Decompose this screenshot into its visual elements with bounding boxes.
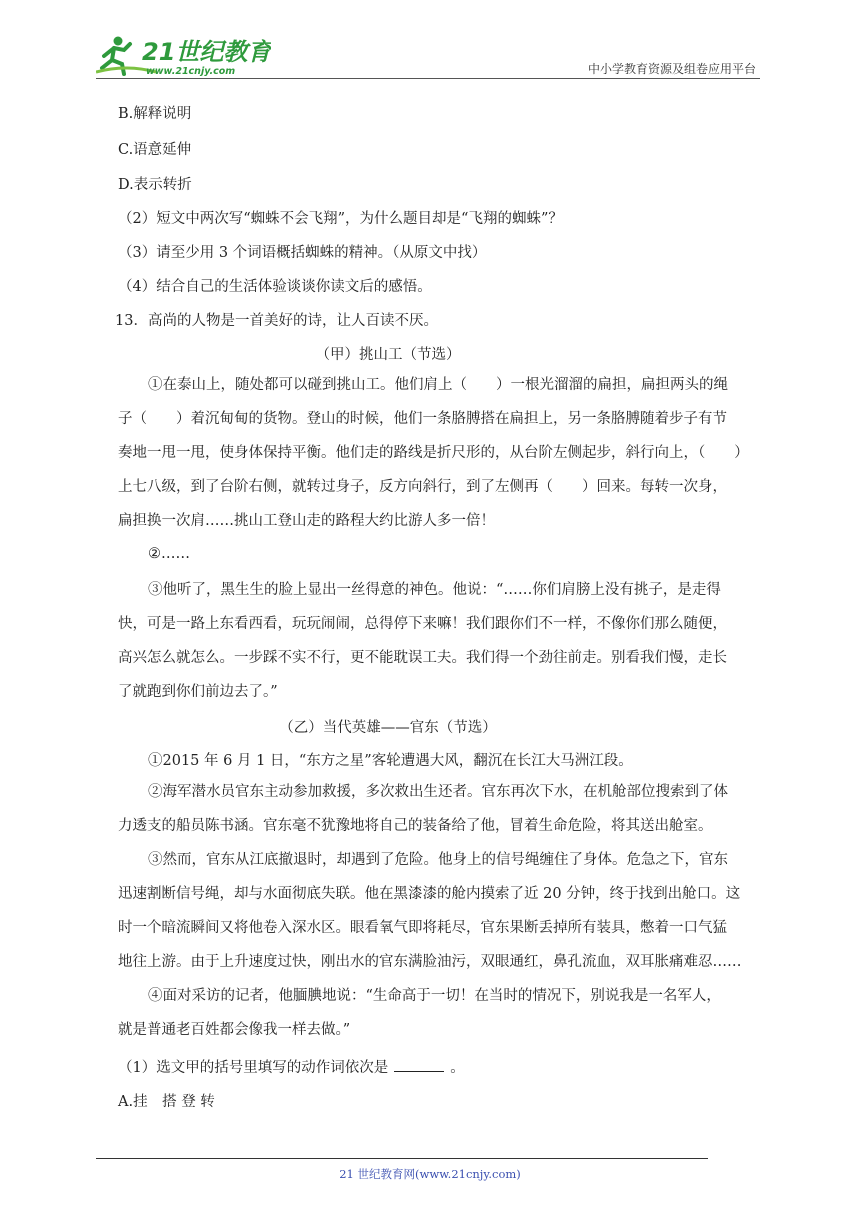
q13-option-a: A.挂 搭 登 转 xyxy=(118,1094,215,1110)
q12-option-d: D.表示转折 xyxy=(118,177,192,193)
svg-text:21世纪教育: 21世纪教育 xyxy=(142,38,271,66)
footer-divider xyxy=(96,1158,708,1159)
header-platform-text: 中小学教育资源及组卷应用平台 xyxy=(587,62,756,76)
passage-b-paragraph-4: ④面对采访的记者，他腼腆地说：“生命高于一切！在当时的情况下，别说我是一名军人， 就是普通老百姓都会像我一样去做。” xyxy=(118,988,721,1038)
q12-subquestion-3: （3）请至少用 3 个词语概括蜘蛛的精神。（从原文中找） xyxy=(118,245,487,261)
passage-a-paragraph-3: ③他听了，黑生生的脸上显出一丝得意的神色。他说：“……你们肩膀上没有挑子，是走得 快，可是一路上东看西看，玩玩闹闹，总得停下来嘛！我们跟你们不一样，不像你们那么随便， 高兴怎么就怎么。一步踩不实不行，更不能耽误工夫。我们得一个劲往前走。别看我们慢，走长 了就跑到你们前边去了。” xyxy=(118,582,727,700)
q13-stem: 13．高尚的人物是一首美好的诗，让人百读不厌。 xyxy=(115,313,438,329)
passage-b-paragraph-1: ①2015 年 6 月 1 日，“东方之星”客轮遭遇大风，翻沉在长江大马洲江段。 xyxy=(148,753,633,769)
q12-subquestion-2: （2）短文中两次写“蜘蛛不会飞翔”，为什么题目却是“飞翔的蜘蛛”？ xyxy=(118,211,563,227)
header-divider xyxy=(96,78,760,79)
passage-a-title: （甲）挑山工（节选） xyxy=(315,347,461,363)
svg-text:www.21cnjy.com: www.21cnjy.com xyxy=(146,66,236,77)
page-header xyxy=(96,30,760,82)
q12-subquestion-4: （4）结合自己的生活体验谈谈你读文后的感悟。 xyxy=(118,279,432,295)
passage-a-paragraph-2: ②…… xyxy=(148,546,190,562)
passage-b-paragraph-2: ②海军潜水员官东主动参加救援，多次救出生还者。官东再次下水，在机舱部位搜索到了体 力透支的船员陈书涵。官东毫不犹豫地将自己的装备给了他，冒着生命危险，将其送出舱室。 xyxy=(118,784,728,834)
passage-a-paragraph-1: ①在泰山上，随处都可以碰到挑山工。他们肩上（ ）一根光溜溜的扁担，扁担两头的绳 子（ ）着沉甸甸的货物。登山的时候，他们一条胳膊搭在扁担上，另一条胳膊随着步子有节 奏地一甩一甩，使身体保持平衡。他们走的路线是折尺形的，从台阶左侧起步，斜行向上，（ ） 上七八级，到了台阶右侧，就转过身子，反方向斜行，到了左侧再（ ）回来。每转一次身， 扁担换一次肩……挑山工登山走的路程大约比游人多一倍！ xyxy=(118,377,749,529)
q12-option-b: B.解释说明 xyxy=(118,106,192,122)
q12-option-c: C.语意延伸 xyxy=(118,142,192,158)
answer-blank[interactable] xyxy=(394,1057,444,1072)
passage-b-paragraph-3: ③然而，官东从江底撤退时，却遇到了危险。他身上的信号绳缠住了身体。危急之下，官东 迅速割断信号绳，却与水面彻底失联。他在黑漆漆的舱内摸索了近 20 分钟，终于找到出舱口。这 时一个暗流瞬间又将他卷入深水区。眼看氧气即将耗尽，官东果断丢掉所有装具，憋着一口气猛 地往上游。由于上升速度过快，刚出水的官东满脸油污，双眼通红，鼻孔流血，双耳胀痛难忍…… xyxy=(118,852,742,970)
passage-b-title: （乙）当代英雄——官东（节选） xyxy=(279,720,497,736)
site-logo xyxy=(96,34,271,78)
q13-subquestion-1: （1）选文甲的括号里填写的动作词依次是 。 xyxy=(118,1056,465,1077)
page-footer: 21 世纪教育网(www.21cnjy.com) xyxy=(339,1167,521,1181)
